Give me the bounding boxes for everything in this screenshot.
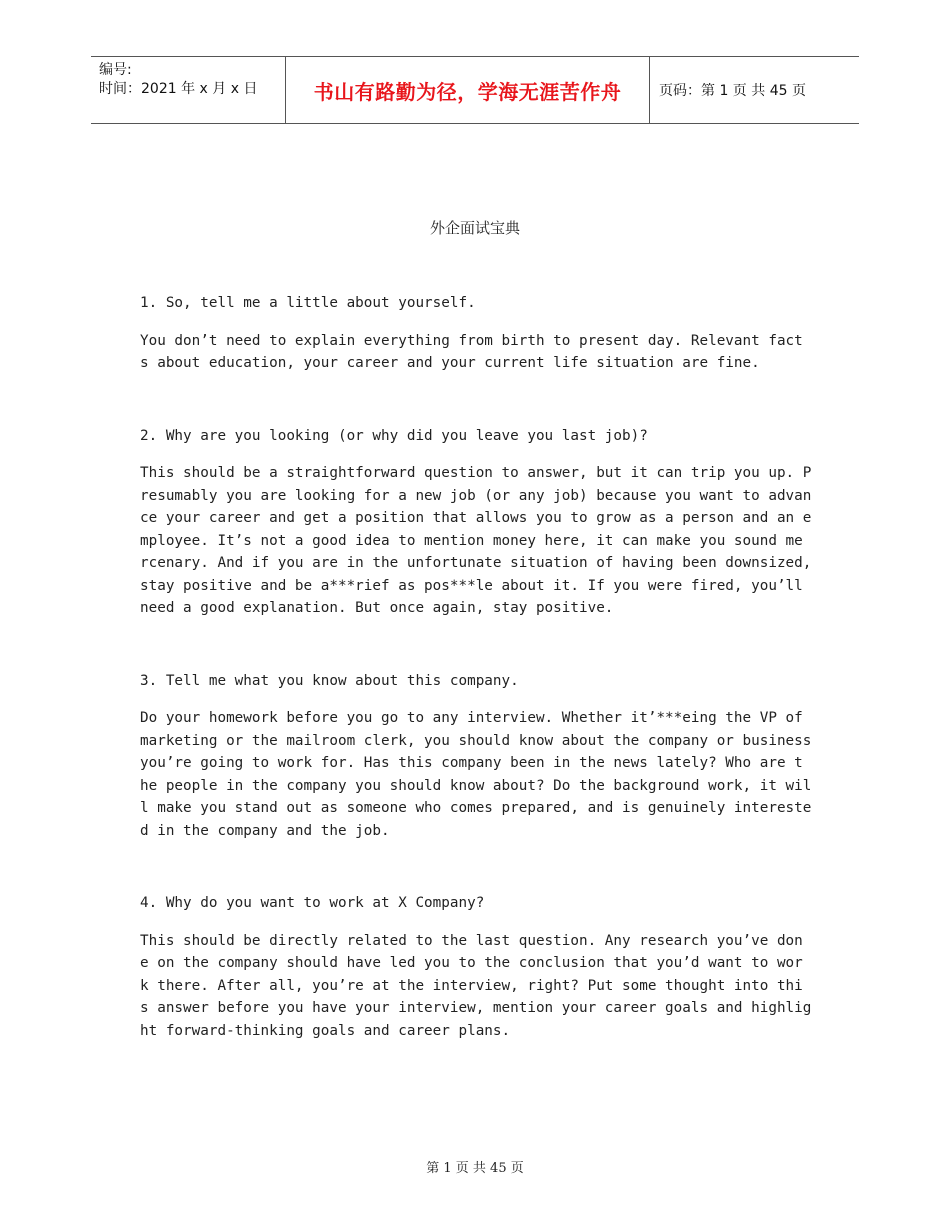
answer-line: need a good explanation. But once again, stay positive.: [140, 600, 614, 616]
answer-line: You don’t need to explain everything from birth to present day. Relevant fact: [140, 332, 803, 349]
answer-line: s about education, your career and your current life situation are fine.: [140, 355, 760, 371]
document-body: [140, 292, 812, 1092]
qa-section: [140, 892, 812, 1042]
document-number-label: 编号:: [99, 62, 132, 78]
question: 2. Why are you looking (or why did you leave you last job)?: [140, 427, 648, 444]
answer-line: mployee. It’s not a good idea to mention money here, it can make you sound me: [140, 532, 803, 549]
answer-line: resumably you are looking for a new job (or any job) because you want to advan: [140, 487, 812, 504]
answer-line: d in the company and the job.: [140, 822, 390, 839]
header-meta: [91, 57, 286, 123]
question: 1. So, tell me a little about yourself.: [140, 295, 476, 311]
answer-line: ce your career and get a position that allows you to grow as a person and an e: [140, 510, 812, 526]
answer-line: you’re going to work for. Has this company been in the news lately? Who are t: [140, 755, 803, 771]
answer-line: ht forward-thinking goals and career plans.: [140, 1022, 511, 1039]
header-page-code: 页码：第 1 页 共 45 页: [659, 83, 806, 99]
answer-line: rcenary. And if you are in the unfortunate situation of having been downsized,: [140, 555, 812, 571]
answer-line: stay positive and be a***rief as pos***le about it. If you were fired, you’ll: [140, 577, 803, 594]
answer-line: This should be a straightforward question to answer, but it can trip you up. P: [140, 465, 812, 481]
answer-line: e on the company should have led you to the conclusion that you’d want to wor: [140, 955, 803, 971]
question: 3. Tell me what you know about this company.: [140, 672, 519, 689]
qa-section: [140, 670, 812, 843]
answer: [140, 707, 812, 842]
qa-section: [140, 292, 808, 375]
answer-line: s answer before you have your interview, mention your career goals and highlig: [140, 1000, 812, 1016]
page-header: [91, 56, 859, 124]
qa-section: [140, 425, 812, 620]
question: 4. Why do you want to work at X Company?: [140, 895, 485, 911]
document-date-label: 时间：2021 年 x 月 x 日: [99, 81, 258, 97]
answer-line: he people in the company you should know about? Do the background work, it wil: [140, 777, 812, 794]
header-motto: 书山有路勤为径，学海无涯苦作舟: [286, 57, 650, 123]
document-title: 外企面试宝典: [429, 219, 520, 237]
answer-line: Do your homework before you go to any interview. Whether it’***eing the VP of: [140, 710, 803, 726]
page-footer: 第 1 页 共 45 页: [426, 1161, 524, 1176]
answer-line: marketing or the mailroom clerk, you should know about the company or business: [140, 732, 812, 749]
answer-line: k there. After all, you’re at the interview, right? Put some thought into thi: [140, 977, 803, 994]
answer: [140, 462, 812, 620]
answer-line: l make you stand out as someone who comes prepared, and is genuinely intereste: [140, 800, 812, 816]
answer-line: This should be directly related to the last question. Any research you’ve don: [140, 932, 803, 949]
answer: [140, 330, 808, 375]
answer: [140, 930, 812, 1043]
